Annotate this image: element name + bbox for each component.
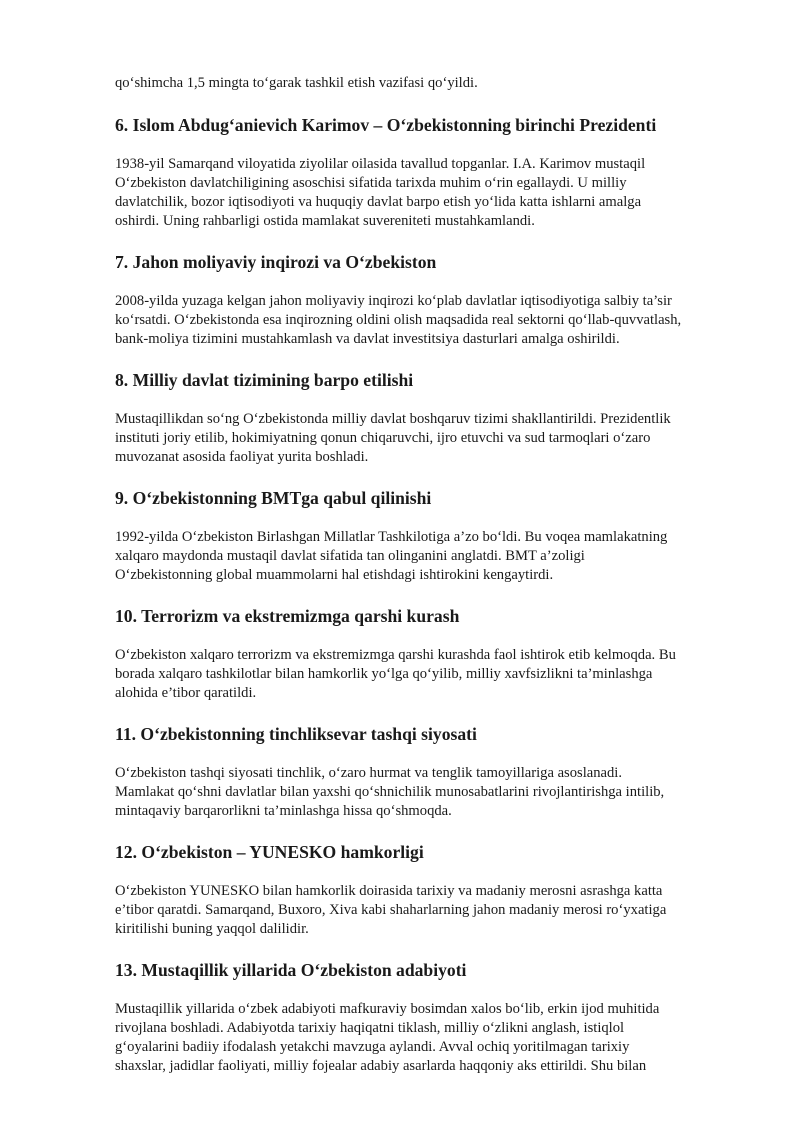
section-title: 10. Terrorizm va ekstremizmga qarshi kurash [115, 606, 460, 626]
paragraph-line: O‘zbekiston davlatchiligining asoschisi sifatida tarixda muhim o‘rin egallaydi. U milliy [115, 175, 627, 191]
paragraph-line: O‘zbekiston xalqaro terrorizm va ekstremizmga qarshi kurashda faol ishtirok etib kelmoqda. Bu [115, 647, 676, 663]
section [115, 723, 745, 821]
paragraph-line: muvozanat asosida faoliyat yurita boshladi. [115, 449, 369, 465]
paragraph-line: borada xalqaro tashkilotlar bilan hamkorlik yo‘lga qo‘yilib, milliy xavfsizlikni ta’minlashga [115, 666, 653, 682]
paragraph-line: 1938-yil Samarqand viloyatida ziyolilar oilasida tavallud topganlar. I.A. Karimov mustaqil [115, 156, 646, 172]
paragraph-line: shaxslar, jadidlar faoliyati, milliy fojealar adabiy asarlarda haqqoniy aks ettirildi. Shu bilan [115, 1058, 647, 1074]
section-paragraph [115, 646, 745, 703]
paragraph-line: O‘zbekistonning global muammolarni hal etishdagi ishtirokini kengaytirdi. [115, 567, 554, 583]
section-paragraph [115, 528, 745, 585]
paragraph-line: kiritilishi buning yaqqol dalilidir. [115, 921, 309, 937]
section-title: 8. Milliy davlat tizimining barpo etilishi [115, 370, 414, 390]
paragraph-line: e’tibor qaratdi. Samarqand, Buxoro, Xiva kabi shaharlarning jahon madaniy merosi ro‘yxatiga [115, 902, 667, 918]
paragraph-line: Mamlakat qo‘shni davlatlar bilan yaxshi qo‘shnichilik munosabatlarini rivojlantirishga intilib, [115, 784, 665, 800]
paragraph-line: Mustaqillik yillarida o‘zbek adabiyoti mafkuraviy bosimdan xalos bo‘lib, erkin ijod muhitida [115, 1001, 660, 1017]
section [115, 841, 745, 939]
paragraph-line: rivojlana boshladi. Adabiyotda tarixiy haqiqatni tiklash, milliy o‘zlikni anglash, istiqlol [115, 1020, 625, 1036]
section [115, 487, 745, 585]
document-page [115, 74, 745, 1096]
section [115, 114, 745, 231]
section-paragraph [115, 764, 745, 821]
section-title: 9. O‘zbekistonning BMTga qabul qilinishi [115, 488, 432, 508]
section [115, 251, 745, 349]
lead-paragraph: qo‘shimcha 1,5 mingta to‘garak tashkil etish vazifasi qo‘yildi. [115, 75, 478, 91]
paragraph-line: davlatchilik, bozor iqtisodiyoti va huquqiy davlat barpo etish yo‘lida katta ishlarni amalga [115, 194, 642, 210]
section-title: 12. O‘zbekiston – YUNESKO hamkorligi [115, 842, 424, 862]
sections-container [115, 114, 745, 1076]
section-title: 6. Islom Abdug‘anievich Karimov – O‘zbekistonning birinchi Prezidenti [115, 115, 657, 135]
paragraph-line: 2008-yilda yuzaga kelgan jahon moliyaviy inqirozi ko‘plab davlatlar iqtisodiyotiga salbiy ta’sir [115, 293, 672, 309]
section [115, 959, 745, 1076]
section-paragraph [115, 882, 745, 939]
section-paragraph [115, 292, 745, 349]
paragraph-line: O‘zbekiston tashqi siyosati tinchlik, o‘zaro hurmat va tenglik tamoyillariga asoslanadi. [115, 765, 623, 781]
section-title: 13. Mustaqillik yillarida O‘zbekiston adabiyoti [115, 960, 467, 980]
paragraph-line: ko‘rsatdi. O‘zbekistonda esa inqirozning oldini olish maqsadida real sektorni qo‘llab-quvvatlash, [115, 312, 682, 328]
paragraph-line: instituti joriy etilib, hokimiyatning qonun chiqaruvchi, ijro etuvchi va sud tarmoqlari o‘zaro [115, 430, 651, 446]
paragraph-line: xalqaro maydonda mustaqil davlat sifatida tan olinganini anglatdi. BMT a’zoligi [115, 548, 585, 564]
paragraph-line: bank-moliya tizimini mustahkamlash va davlat investitsiya dasturlari amalga oshirildi. [115, 331, 620, 347]
section [115, 369, 745, 467]
section-title: 7. Jahon moliyaviy inqirozi va O‘zbekiston [115, 252, 437, 272]
paragraph-line: oshirdi. Uning rahbarligi ostida mamlakat suvereniteti mustahkamlandi. [115, 213, 535, 229]
paragraph-line: O‘zbekiston YUNESKO bilan hamkorlik doirasida tarixiy va madaniy merosni asrashga katta [115, 883, 663, 899]
paragraph-line: Mustaqillikdan so‘ng O‘zbekistonda milliy davlat boshqaruv tizimi shakllantirildi. Prezidentlik [115, 411, 671, 427]
paragraph-line: alohida e’tibor qaratildi. [115, 685, 257, 701]
paragraph-line: 1992-yilda O‘zbekiston Birlashgan Millatlar Tashkilotiga a’zo bo‘ldi. Bu voqea mamlakatning [115, 529, 668, 545]
section-paragraph [115, 155, 745, 231]
paragraph-line: mintaqaviy barqarorlikni ta’minlashga hissa qo‘shmoqda. [115, 803, 452, 819]
section-paragraph [115, 410, 745, 467]
section-paragraph [115, 1000, 745, 1076]
paragraph-line: g‘oyalarini badiiy ifodalash yetakchi mavzuga aylandi. Avval ochiq yoritilmagan tarixiy [115, 1039, 630, 1055]
section-title: 11. O‘zbekistonning tinchliksevar tashqi siyosati [115, 724, 477, 744]
section [115, 605, 745, 703]
